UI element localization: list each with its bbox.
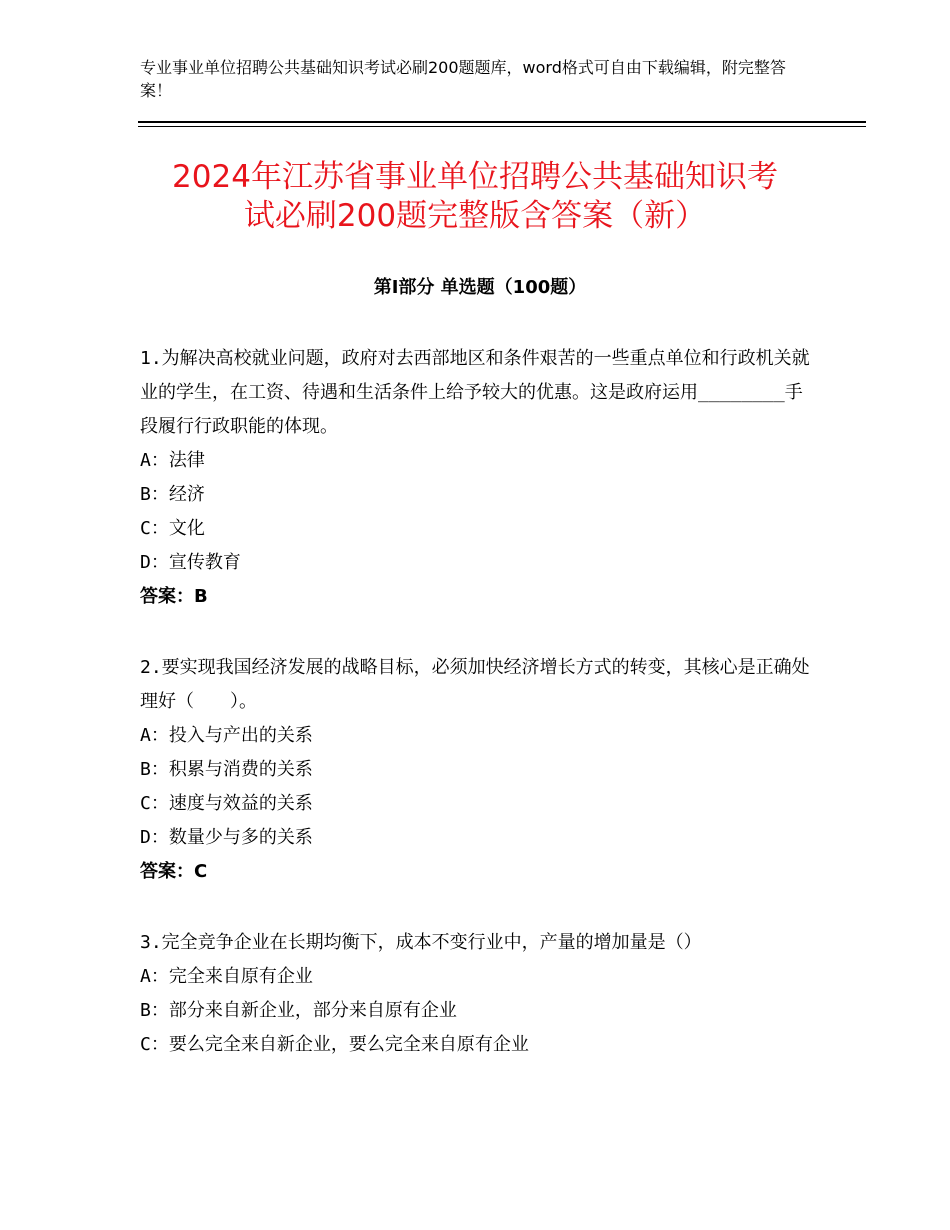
question-stem: 3.完全竞争企业在长期均衡下，成本不变行业中，产量的增加量是（） (140, 932, 702, 953)
question-stem: 1.为解决高校就业问题，政府对去西部地区和条件艰苦的一些重点单位和行政机关就业的学生，在工资、待遇和生活条件上给予较大的优惠。这是政府运用________手段履行行政职能的体现。 (140, 348, 810, 437)
document-title-line-2: 试必刷200题完整版含答案（新） (243, 198, 707, 234)
answer: 答案：C (140, 861, 208, 882)
document-title (120, 158, 830, 236)
question-stem: 2.要实现我国经济发展的战略目标，必须加快经济增长方式的转变，其核心是正确处理好（ ）。 (140, 657, 810, 712)
section-title: 第Ⅰ部分 单选题（100题） (373, 277, 587, 298)
answer: 答案：B (140, 586, 208, 607)
option-c: C：文化 (140, 518, 205, 539)
option-a: A：法律 (140, 450, 205, 471)
question-3 (140, 926, 820, 1062)
option-d: D：宣传教育 (140, 552, 241, 573)
option-b: B：积累与消费的关系 (140, 759, 313, 780)
option-c: C：速度与效益的关系 (140, 793, 313, 814)
question-1 (140, 342, 820, 614)
option-d: D：数量少与多的关系 (140, 827, 313, 848)
question-2 (140, 651, 820, 889)
question-list (140, 342, 820, 1099)
header-rule-thin (138, 126, 866, 127)
option-b: B：部分来自新企业，部分来自原有企业 (140, 1000, 457, 1021)
document-title-line-1: 2024年江苏省事业单位招聘公共基础知识考 (172, 159, 778, 195)
option-c: C：要么完全来自新企业，要么完全来自原有企业 (140, 1034, 529, 1055)
option-a: A：完全来自原有企业 (140, 966, 313, 987)
header-note: 专业事业单位招聘公共基础知识考试必刷200题题库，word格式可自由下载编辑，附完整答案！ (140, 58, 786, 100)
option-b: B：经济 (140, 484, 205, 505)
header-rule-thick (138, 121, 866, 123)
option-a: A：投入与产出的关系 (140, 725, 313, 746)
